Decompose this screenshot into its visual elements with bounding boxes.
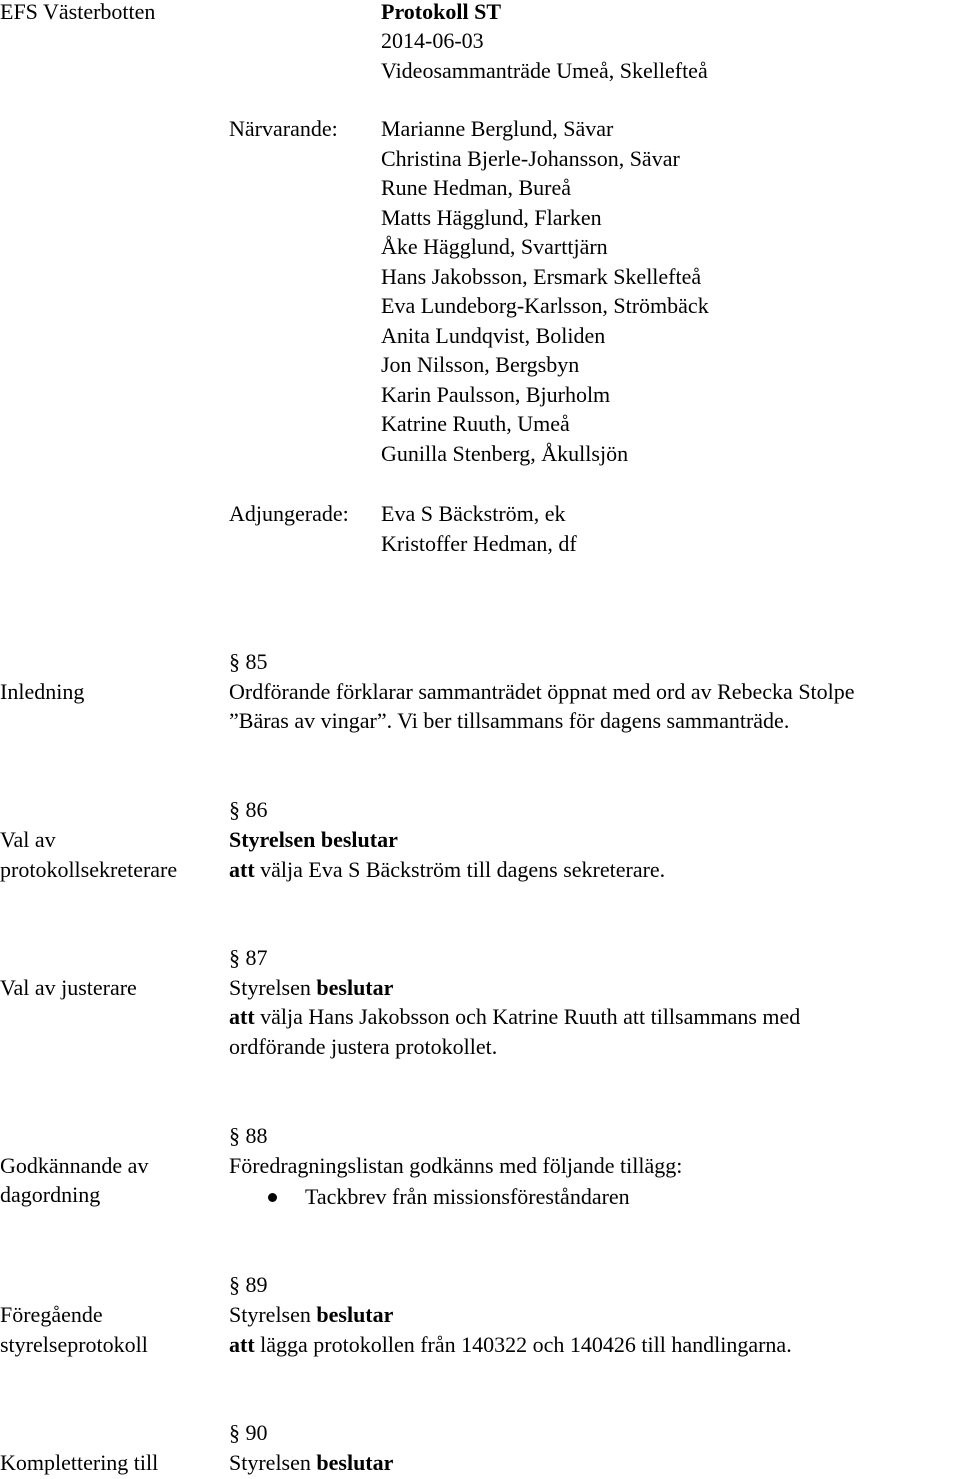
section-85-heading: Inledning [0, 679, 85, 704]
section-89-decision [229, 1300, 393, 1330]
section-87-resolution-line2: ordförande justera protokollet. [229, 1034, 498, 1059]
meeting-date: 2014-06-03 [381, 28, 484, 53]
section-86-resolution [229, 855, 665, 885]
section-87-resolution-line1 [229, 1002, 800, 1032]
section-85-text-line2: ”Bäras av vingar”. Vi ber tillsammans för dagens sammanträde. [229, 708, 790, 733]
section-86-heading-line1: Val av [0, 827, 56, 852]
present-member-item: Åke Hägglund, Svarttjärn [381, 234, 608, 259]
decides-word: beslutar [316, 1302, 394, 1327]
section-86-resolution-text: välja Eva S Bäckström till dagens sekreterare. [254, 857, 666, 882]
organization-name: EFS Västerbotten [0, 0, 156, 24]
section-88-heading-line2: dagordning [0, 1182, 101, 1207]
present-member-item: Marianne Berglund, Sävar [381, 116, 614, 141]
board-word: Styrelsen [229, 975, 317, 1000]
section-87-number: § 87 [229, 945, 268, 970]
section-90-heading-line1: Komplettering till [0, 1450, 159, 1475]
present-member-item: Eva Lundeborg-Karlsson, Strömbäck [381, 293, 709, 318]
decides-word: beslutar [316, 975, 394, 1000]
present-list [381, 114, 709, 468]
section-88-number: § 88 [229, 1123, 268, 1148]
board-word: Styrelsen [229, 1302, 317, 1327]
section-89-resolution-text: lägga protokollen från 140322 och 140426 till handlingarna. [254, 1332, 792, 1357]
section-88-bullet-item: Tackbrev från missionsföreståndaren [305, 1184, 630, 1209]
present-label: Närvarande: [229, 116, 338, 141]
section-90-decision [229, 1448, 393, 1478]
present-member-item: Rune Hedman, Bureå [381, 175, 571, 200]
section-86-heading-line2: protokollsekreterare [0, 857, 178, 882]
att-keyword: att [229, 1004, 255, 1029]
coopted-member-item: Eva S Bäckström, ek [381, 501, 566, 526]
present-member-item: Christina Bjerle-Johansson, Sävar [381, 145, 680, 171]
present-member-item: Hans Jakobsson, Ersmark Skellefteå [381, 263, 702, 289]
section-89-heading-line2: styrelseprotokoll [0, 1332, 148, 1357]
section-87-decision [229, 973, 393, 1003]
present-member-item: Jon Nilsson, Bergsbyn [381, 352, 580, 377]
present-member-item: Gunilla Stenberg, Åkullsjön [381, 440, 629, 466]
board-word: Styrelsen [229, 1450, 317, 1475]
section-85-text-line1: Ordförande förklarar sammanträdet öppnat med ord av Rebecka Stolpe [229, 679, 855, 704]
present-member-item: Karin Paulsson, Bjurholm [381, 381, 611, 407]
section-87-heading: Val av justerare [0, 975, 137, 1000]
decides-word: beslutar [316, 1450, 394, 1475]
att-keyword: att [229, 857, 255, 882]
coopted-label: Adjungerade: [229, 501, 349, 526]
section-89-number: § 89 [229, 1272, 268, 1297]
meeting-location: Videosammanträde Umeå, Skellefteå [381, 58, 708, 83]
present-member-item: Matts Hägglund, Flarken [381, 204, 602, 230]
section-87-resolution-text: välja Hans Jakobsson och Katrine Ruuth att tillsammans med [254, 1004, 801, 1029]
bullet-dot-icon [268, 1193, 277, 1202]
att-keyword: att [229, 1332, 255, 1357]
section-88-text: Föredragningslistan godkänns med följande tillägg: [229, 1153, 683, 1178]
present-member-item: Anita Lundqvist, Boliden [381, 322, 606, 348]
section-89-resolution [229, 1330, 792, 1360]
section-86-number: § 86 [229, 797, 268, 822]
section-90-number: § 90 [229, 1420, 268, 1445]
document-title: Protokoll ST [381, 0, 502, 24]
section-89-heading-line1: Föregående [0, 1302, 103, 1327]
section-88-heading-line1: Godkännande av [0, 1153, 149, 1178]
section-85-number: § 85 [229, 649, 268, 674]
coopted-member-item: Kristoffer Hedman, df [381, 530, 577, 556]
section-86-decision: Styrelsen beslutar [229, 827, 398, 852]
coopted-list [381, 499, 577, 558]
present-member-item: Katrine Ruuth, Umeå [381, 411, 570, 436]
